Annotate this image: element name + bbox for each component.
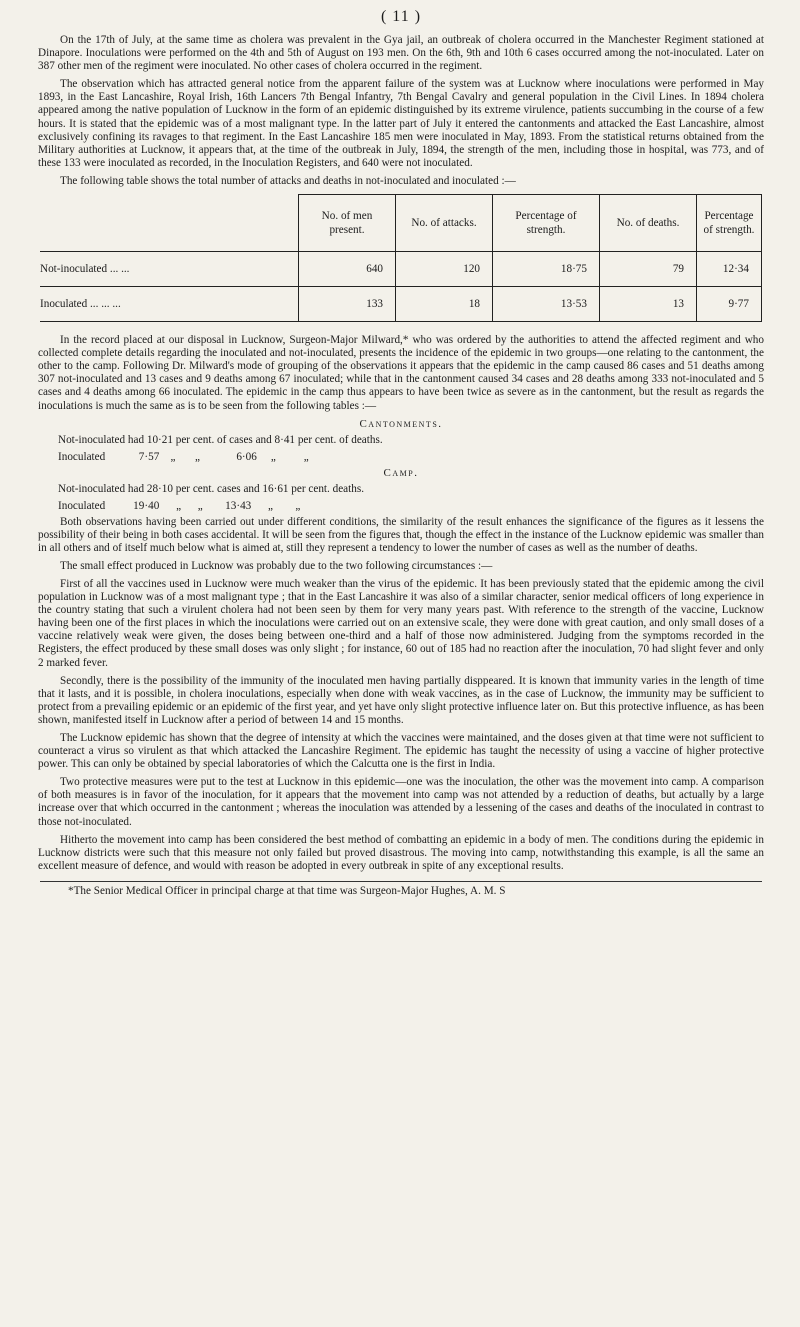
cantonments-not-inoculated-line: Not-inoculated had 10·21 per cent. of cases and 8·41 per cent. of deaths. [58, 433, 383, 446]
paragraph-milward-record: In the record placed at our disposal in Lucknow, Surgeon-Major Milward,* who was ordered by the authorities to attend the affected regiment and who collected complete details regarding the inoculated and not-inoculated, presents the incidence of the epidemic in two groups—one relating to the cantonment, the other to the camp. Following Dr. Milward's mode of grouping of the observations it appears that the epidemic in the camp caused 86 cases and 51 deaths among 307 not-inoculated and 13 cases and 9 deaths among 67 inoculated; while that in the cantonment caused 34 cases and 28 deaths among 333 not-inoculated and 5 cases and 4 deaths among 66 inoculated. The epidemic in the camp thus appears to have been twice as severe as in the cantonment, but the result as regards the inoculations is much the same as is to be seen from the following tables :— [38, 334, 764, 412]
attacks-deaths-table [40, 194, 762, 322]
camp-heading: Camp. [383, 466, 419, 479]
cell-men-present: 640 [299, 252, 396, 287]
table-header-row [40, 195, 762, 252]
cell-death-percentage: 9·77 [697, 287, 762, 322]
cell-men-present: 133 [299, 287, 396, 322]
paragraph-lucknow-lesson: The Lucknow epidemic has shown that the degree of intensity at which the vaccines were maintained, and the doses given at that time were not sufficient to counteract a virus so virulent as that which attacked the Lancashire Regiment. The epidemic has taught the necessity of using a vaccine of higher protective power. This can only be obtained by special laboratories of which the Calcutta one is the first in India. [38, 732, 764, 771]
footnote-divider [40, 881, 762, 882]
cell-attacks: 120 [396, 252, 493, 287]
paragraph-camp-movement: Hitherto the movement into camp has been considered the best method of combatting an epidemic in a body of men. The conditions during the epidemic in Lucknow districts were such that this measure not only failed but proved disastrous. The moving into camp, notwithstanding this example, is all the same an excellent measure of defence, and would with reason be adopted in every outbreak in spite of any exceptional results. [38, 833, 764, 872]
cell-deaths: 13 [600, 287, 697, 322]
paragraph-dinapore: On the 17th of July, at the same time as cholera was prevalent in the Gya jail, an outbreak of cholera occurred in the Manchester Regiment stationed at Dinapore. Inoculations were performed on the 4th and 5th of August on 193 men. On the 6th, 9th and 10th 6 cases occurred among the not-inoculated. Later on 387 other men of the regiment were inoculated. No other cases of cholera occurred in the regiment. [38, 34, 764, 73]
header-attack-percentage: Percentage of strength. [493, 195, 600, 252]
cantonments-heading: Cantonments. [359, 417, 443, 430]
paragraph-lucknow-observation: The observation which has attracted general notice from the apparent failure of the system was at Lucknow where inoculations were performed in May 1893, in the East Lancashire, Royal Irish, 16th Lancers 7th Bengal Infantry, 7th Bengal Cavalry and general population in the Civil Lines. In 1894 cholera appeared among the native population of Lucknow in the form of an epidemic distinguished by its extreme virulence, patients succumbing in the course of a few hours. It is stated that the epidemic was of a most malignant type. In the latter part of July it entered the cantonments and attacked the East Lancashire, almost exclusively confining its ravages to that regiment. In the East Lancashire 185 men were inoculated in May, 1893. From the statistical returns obtained from the Military authorities at Lucknow, it appears that, at the time of the outbreak in July, 1894, the strength of the men, including those in hospital, was 773, and of these 133 were inoculated as recorded, in the Inoculation Registers, and 640 were not inoculated. [38, 78, 764, 169]
row-label: Inoculated ... ... ... [40, 287, 299, 322]
paragraph-small-effect: The small effect produced in Lucknow was probably due to the two following circumstances :— [60, 559, 493, 572]
page-number: ( 11 ) [380, 8, 422, 25]
header-men-present: No. of men present. [299, 195, 396, 252]
paragraph-table-intro: The following table shows the total number of attacks and deaths in not-inoculated and inoculated :— [60, 174, 516, 187]
cell-death-percentage: 12·34 [697, 252, 762, 287]
table-row [40, 287, 762, 322]
table-row [40, 252, 762, 287]
header-attacks: No. of attacks. [396, 195, 493, 252]
camp-not-inoculated-line: Not-inoculated had 28·10 per cent. cases and 16·61 per cent. deaths. [58, 482, 364, 495]
header-death-percentage: Percentage of strength. [697, 195, 762, 252]
footnote: *The Senior Medical Officer in principal charge at that time was Surgeon-Major Hughes, A. M. S [68, 884, 506, 897]
paragraph-both-observations: Both observations having been carried out under different conditions, the similarity of the result enhances the significance of the figures as it lessens the possibility of their being in both cases accidental. It will be seen from the figures that, though the effect in the instance of the Lucknow epidemic was smaller than in all others and of itself much below what is aimed at, still they represent a tendency to lower the number of cases as well as the number of deaths. [38, 515, 764, 554]
paragraph-protective-measures: Two protective measures were put to the test at Lucknow in this epidemic—one was the inoculation, the other was the movement into camp. A comparison of both measures is in favor of the inoculation, for it appears that the movement into camp was not attended by a reduction of deaths, but actually by a large increase over that which occurred in the cantonment ; whereas the inoculation was attended by a lessening of the cases and deaths of the inoculated in contrast to those not-inoculated. [38, 776, 764, 828]
row-label: Not-inoculated ... ... [40, 252, 299, 287]
cell-attack-percentage: 13·53 [493, 287, 600, 322]
header-deaths: No. of deaths. [600, 195, 697, 252]
cell-attack-percentage: 18·75 [493, 252, 600, 287]
camp-inoculated-line: Inoculated 19·40 „ „ 13·43 „ „ [58, 499, 301, 512]
paragraph-second-circumstance: Secondly, there is the possibility of the immunity of the inoculated men having partially disppeared. It is known that immunity varies in the length of time that it lasts, and it is possible, in cholera inoculations, especially when done with weak vaccines, as in the case of Lucknow, the immunity may be sufficient to protect from a prevailing epidemic or an epidemic of the first year, and yet have only slight protective influence later on. But this protective influence, as has been shown, manifested itself in Lucknow after a period of between 14 and 15 months. [38, 674, 764, 726]
table-corner-cell [40, 195, 299, 252]
paragraph-first-circumstance: First of all the vaccines used in Lucknow were much weaker than the virus of the epidemic. It has been previously stated that the epidemic among the civil population in Lucknow was of a most malignant type ; that in the East Lancashire it was also of a similar character, senior medical officers of long experience in the country stating that such a virulent cholera had not been seen by them for very many years past. With reference to the strength of the vaccine, Lucknow having been one of the first places in which the inoculations were carried out on an extensive scale, they were done with great caution, and only small doses of a vaccine relatively weak were given, the doses being between one-third and a half of those now administered. Judging from the symptoms recorded in the Registers, the effect produced by these small doses was only slight ; for instance, 60 out of 185 had no reaction after the inoculation, 70 had slight fever and only 2 marked fever. [38, 577, 764, 669]
cantonments-inoculated-line: Inoculated 7·57 „ „ 6·06 „ „ [58, 450, 309, 463]
cell-deaths: 79 [600, 252, 697, 287]
cell-attacks: 18 [396, 287, 493, 322]
